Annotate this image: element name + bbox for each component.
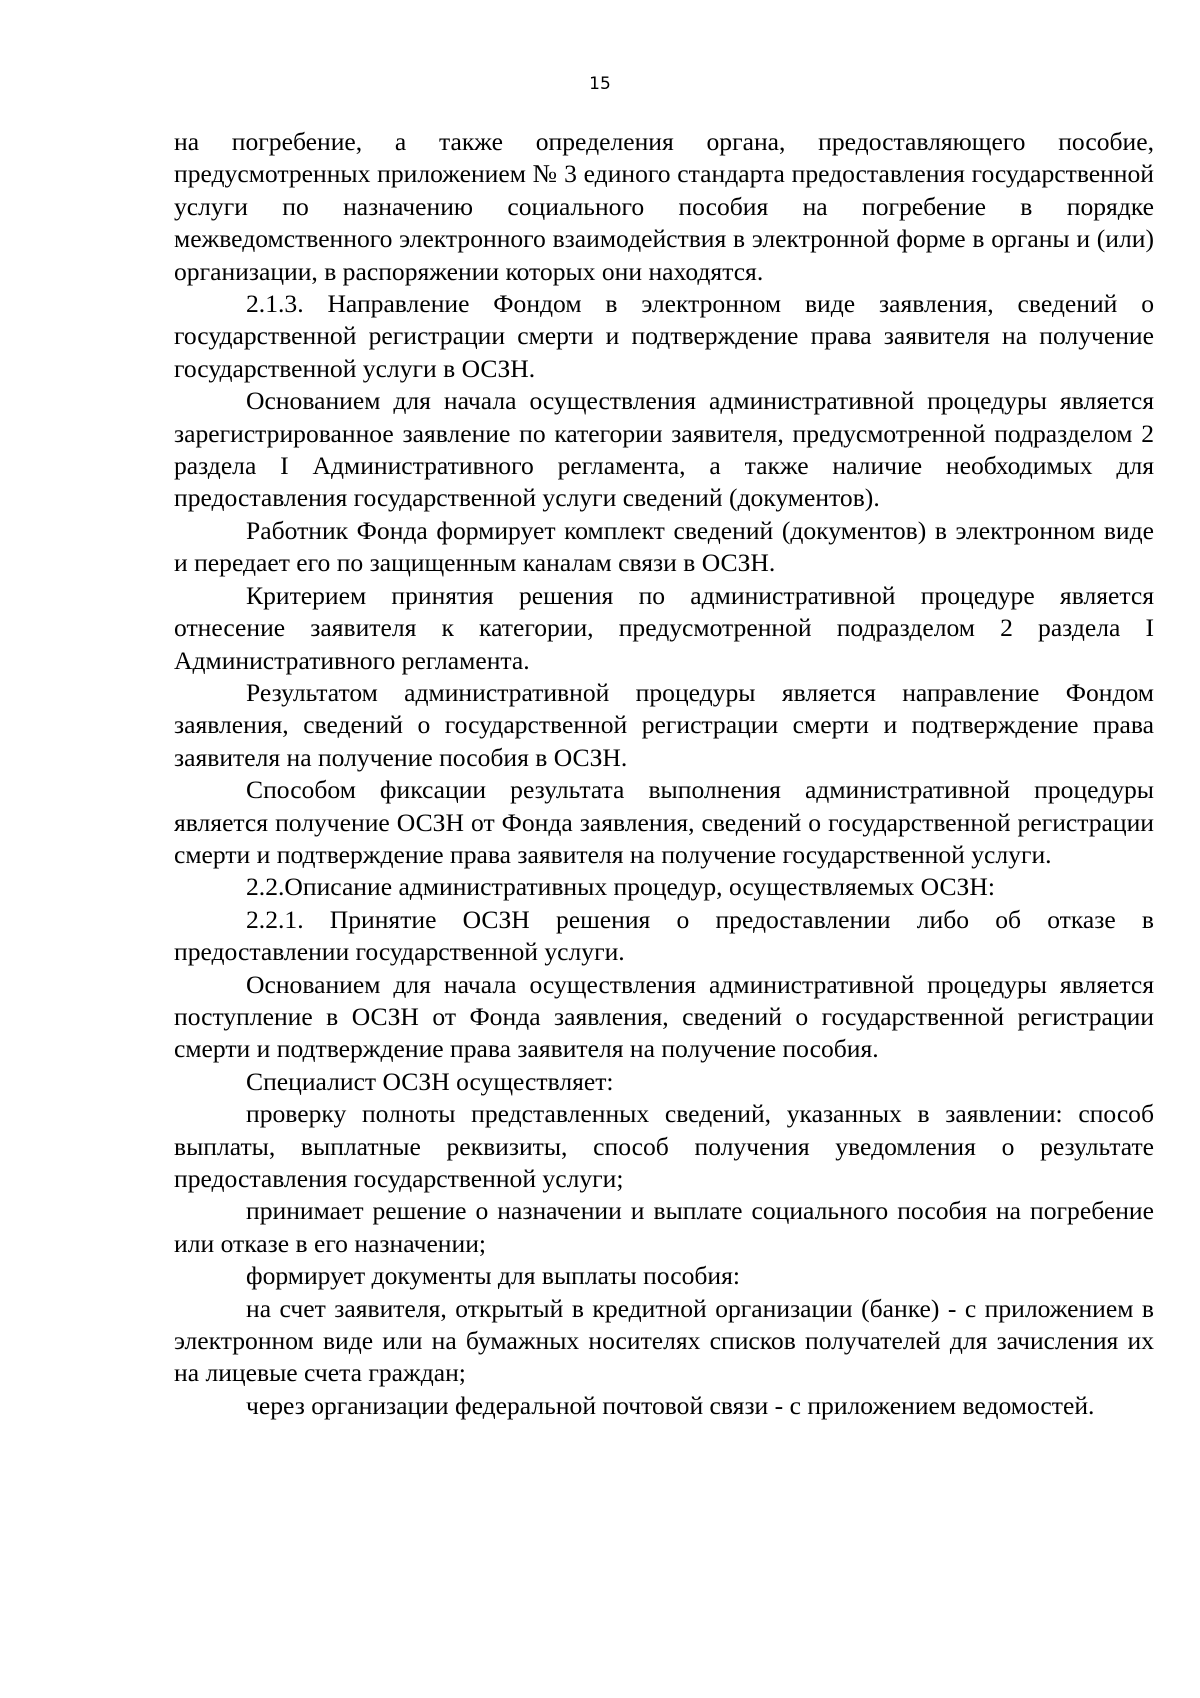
paragraph-osdn-basis: Основанием для начала осуществления административной процедуры является поступление в ОСЗН от Фонда заявления, сведений о государственной регистрации смерти и подтверждение права заявителя на получение пособия. <box>174 969 1154 1064</box>
document-body <box>174 126 1154 1422</box>
paragraph-continuation: на погребение, а также определения органа, предоставляющего пособие, предусмотренных приложением № 3 единого стандарта предоставления государственной услуги по назначению социального пособия на погребение в порядке межведомственного электронного взаимодействия в электронной форме в органы и (или) организации, в распоряжении которых они находятся. <box>174 127 1154 286</box>
paragraph-basis: Основанием для начала осуществления административной процедуры является зарегистрированное заявление по категории заявителя, предусмотренной подразделом 2 раздела I Административного регламента, а также наличие необходимых для предоставления государственной услуги сведений (документов). <box>174 386 1154 513</box>
paragraph-specialist: Специалист ОСЗН осуществляет: <box>246 1066 614 1096</box>
paragraph-2-1-3-heading: 2.1.3. Направление Фондом в электронном виде заявления, сведений о государственной регистрации смерти и подтверждение права заявителя на получение государственной услуги в ОСЗН. <box>174 289 1154 383</box>
paragraph-2-2-heading: 2.2.Описание административных процедур, осуществляемых ОСЗН: <box>246 872 995 902</box>
paragraph-bank-account: на счет заявителя, открытый в кредитной организации (банке) - с приложением в электронном виде или на бумажных носителях списков получателей для зачисления их на лицевые счета граждан; <box>174 1293 1154 1388</box>
paragraph-makes-decision: принимает решение о назначении и выплате социального пособия на погребение или отказе в его назначении; <box>174 1196 1154 1258</box>
page-number: 15 <box>589 74 611 94</box>
paragraph-decision-criterion: Критерием принятия решения по административной процедуре является отнесение заявителя к категории, предусмотренной подразделом 2 раздела I Административного регламента. <box>174 580 1154 675</box>
paragraph-fund-employee: Работник Фонда формирует комплект сведений (документов) в электронном виде и передает его по защищенным каналам связи в ОСЗН. <box>174 515 1154 578</box>
paragraph-postal-service: через организации федеральной почтовой связи - с приложением ведомостей. <box>246 1390 1095 1420</box>
paragraph-completeness-check: проверку полноты представленных сведений, указанных в заявлении: способ выплаты, выплатные реквизиты, способ получения уведомления о результате предоставления государственной услуги; <box>174 1099 1154 1193</box>
paragraph-payment-documents: формирует документы для выплаты пособия: <box>246 1261 741 1291</box>
paragraph-2-2-1-heading: 2.2.1. Принятие ОСЗН решения о предоставлении либо об отказе в предоставлении государственной услуги. <box>174 904 1154 967</box>
paragraph-procedure-result: Результатом административной процедуры является направление Фондом заявления, сведений о государственной регистрации смерти и подтверждение права заявителя на получение пособия в ОСЗН. <box>174 677 1154 772</box>
paragraph-result-recording: Способом фиксации результата выполнения административной процедуры является получение ОСЗН от Фонда заявления, сведений о государственной регистрации смерти и подтверждение права заявителя на получение государственной услуги. <box>174 775 1154 869</box>
